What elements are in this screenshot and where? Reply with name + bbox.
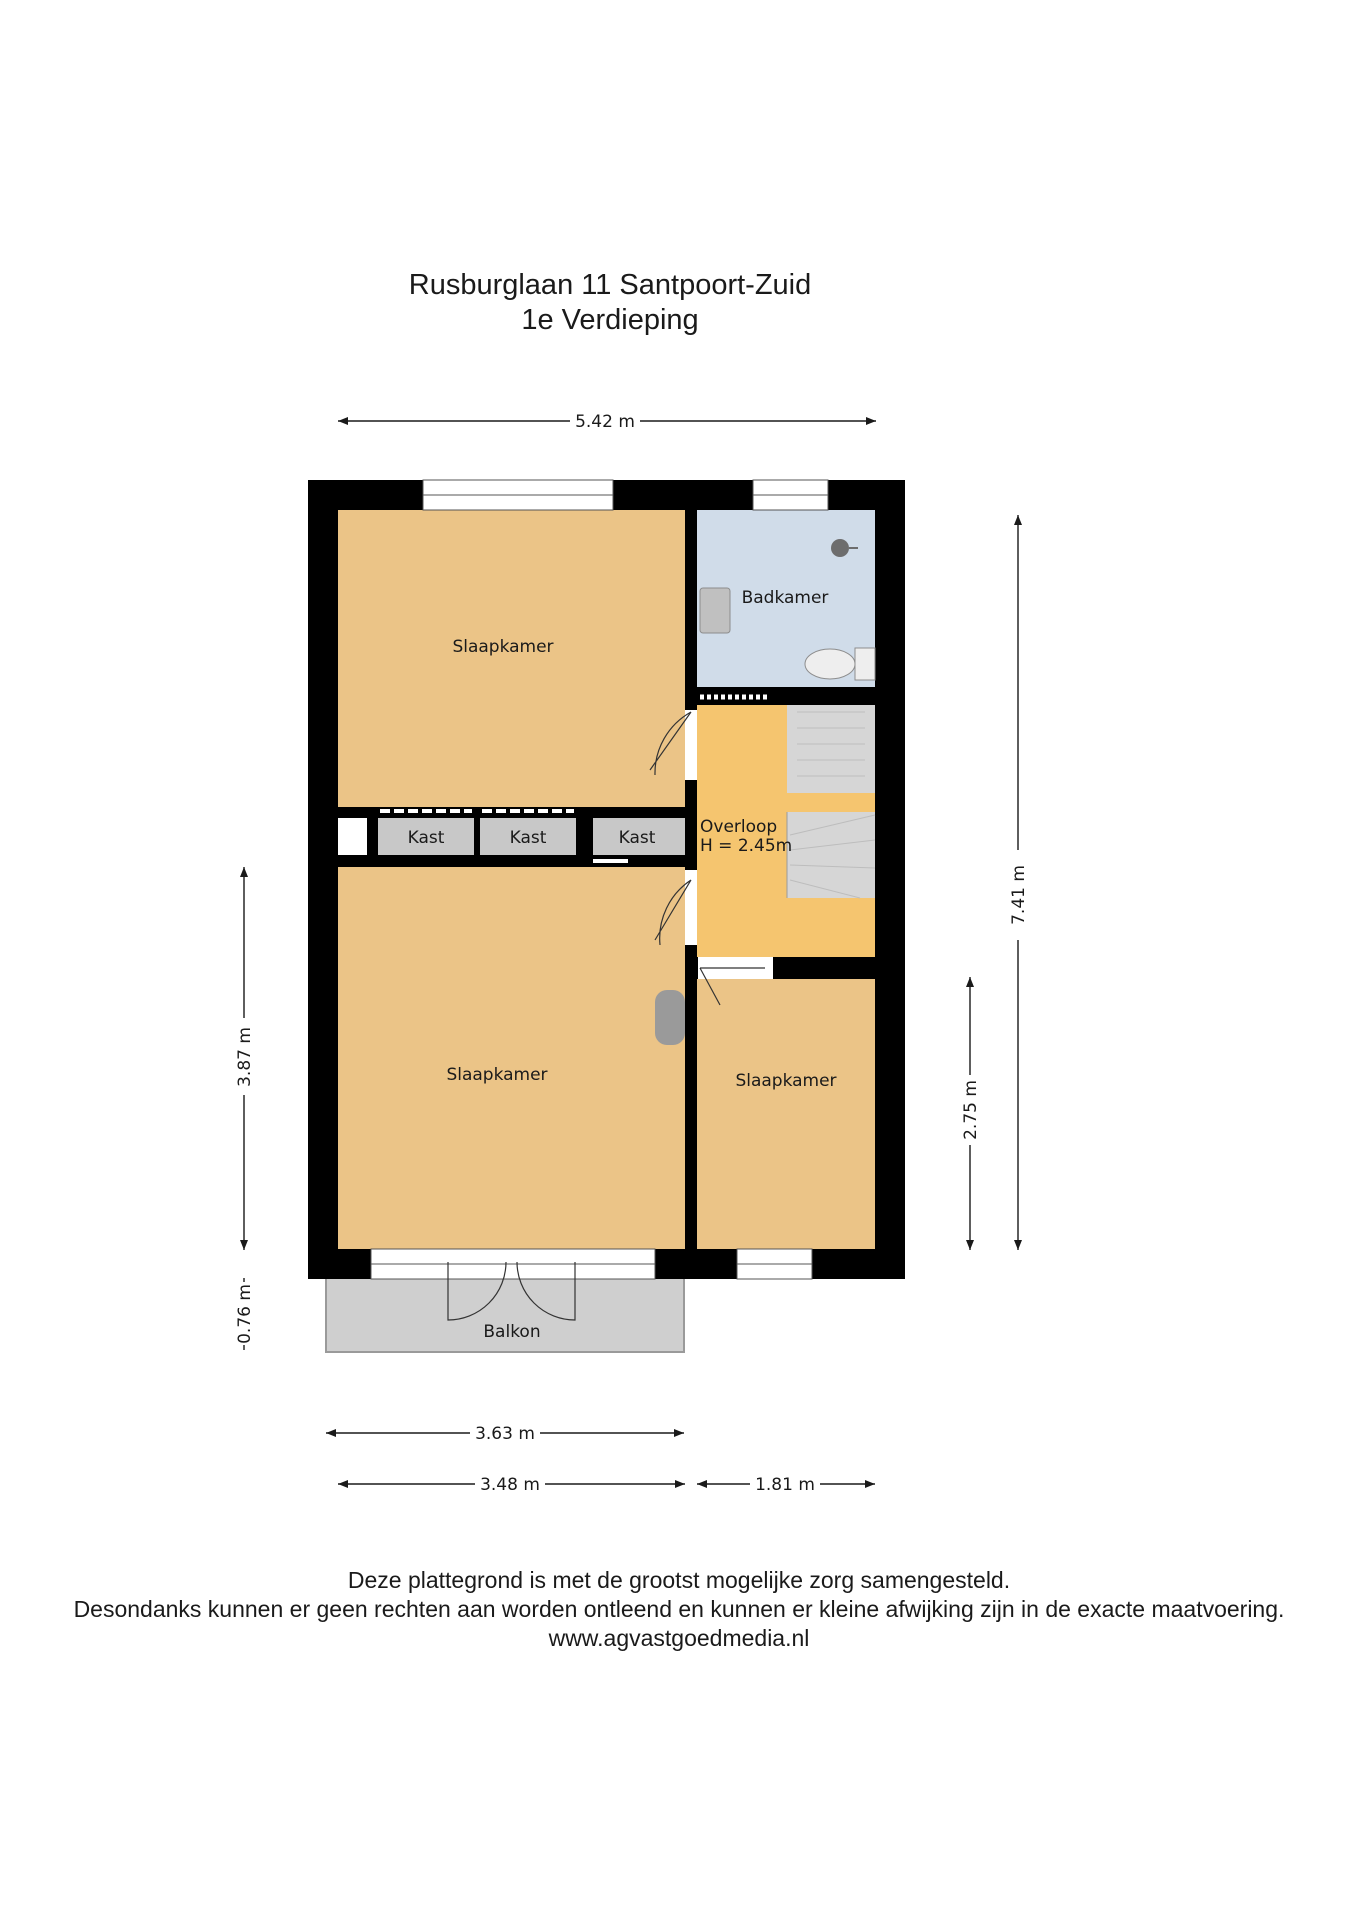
disclaimer-line-1: Deze plattegrond is met de grootst mogelijke zorg samengesteld.	[347, 1567, 1011, 1593]
closet-2-label: Kast	[509, 828, 547, 848]
dimension-balcony-width	[326, 1424, 684, 1444]
balcony-label: Balkon	[483, 1322, 541, 1342]
svg-text:3.87 m: 3.87 m	[235, 1027, 255, 1087]
closet-niche	[338, 818, 367, 855]
website-link[interactable]: www.agvastgoedmedia.nl	[548, 1625, 810, 1651]
bedroom-top-floor	[338, 510, 685, 807]
dimension-small-bedroom-width	[697, 1475, 875, 1495]
bedroom-small-label: Slaapkamer	[735, 1071, 837, 1091]
svg-text:3.63 m: 3.63 m	[475, 1424, 535, 1444]
washbasin-icon	[655, 990, 685, 1045]
bedroom-small-floor	[697, 979, 875, 1249]
sink-icon	[700, 588, 730, 633]
svg-text:2.75 m: 2.75 m	[961, 1080, 981, 1140]
toilet-icon	[805, 649, 855, 679]
svg-text:5.42 m: 5.42 m	[575, 412, 635, 432]
bedroom-main-floor	[338, 867, 685, 1249]
floor-title: 1e Verdieping	[521, 304, 699, 336]
shower-drain-icon	[831, 539, 849, 557]
address-title: Rusburglaan 11 Santpoort-Zuid	[408, 269, 812, 301]
toilet-tank-icon	[855, 648, 875, 680]
dimension-total-width	[338, 412, 876, 432]
landing-label: Overloop	[700, 817, 778, 837]
landing-height-label: H = 2.45m	[700, 836, 793, 856]
disclaimer-line-2: Desondanks kunnen er geen rechten aan worden ontleend en kunnen er kleine afwijking zijn in de exacte maatvoering.	[73, 1596, 1285, 1622]
dimension-small-bedroom-depth	[961, 977, 981, 1250]
dimension-main-bedroom-width	[338, 1475, 685, 1495]
dimension-total-depth	[1009, 515, 1029, 1250]
closet-3-label: Kast	[618, 828, 656, 848]
dimension-balcony-depth	[235, 1278, 255, 1350]
svg-text:7.41 m: 7.41 m	[1009, 865, 1029, 925]
bathroom-label: Badkamer	[741, 588, 829, 608]
svg-text:0.76 m: 0.76 m	[235, 1284, 255, 1344]
svg-text:3.48 m: 3.48 m	[480, 1475, 540, 1495]
bedroom-main-label: Slaapkamer	[446, 1065, 548, 1085]
closet-1-label: Kast	[407, 828, 445, 848]
svg-text:1.81 m: 1.81 m	[755, 1475, 815, 1495]
bedroom-top-label: Slaapkamer	[452, 637, 554, 657]
dimension-left-depth	[235, 867, 255, 1250]
